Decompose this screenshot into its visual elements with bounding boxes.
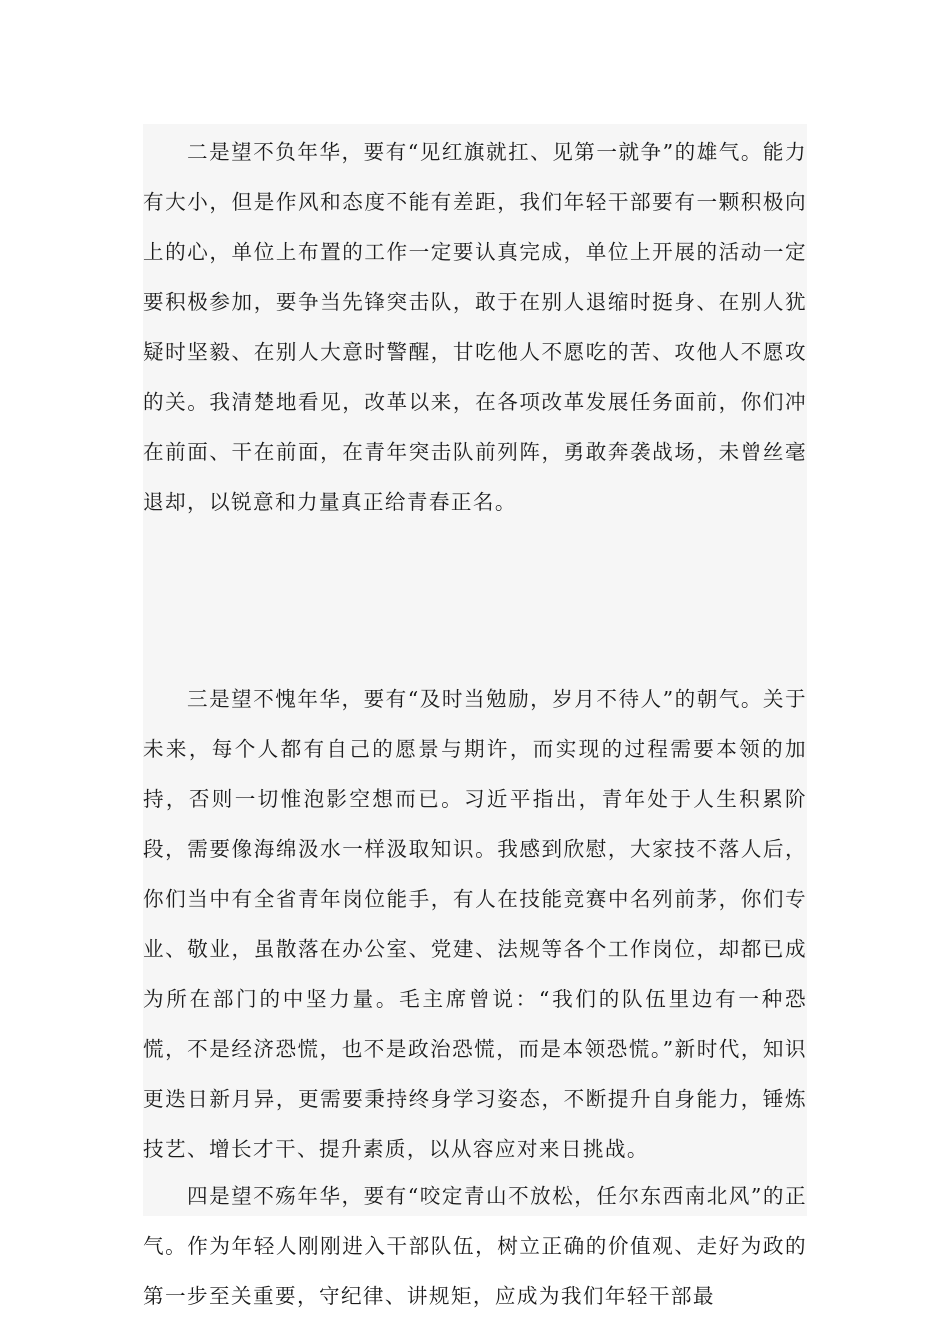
paragraph-4: 四是望不殇年华，要有“咬定青山不放松，任尔东西南北风”的正气。作为年轻人刚刚进入干部队伍，树立正确的价值观、走好为政的第一步至关重要，守纪律、讲规矩，应成为我们年轻干部最: [143, 1184, 807, 1308]
paragraph-2: 二是望不负年华，要有“见红旗就扛、见第一就争”的雄气。能力有大小，但是作风和态度不能有差距，我们年轻干部要有一颗积极向上的心，单位上布置的工作一定要认真完成，单位上开展的活动一定要积极参加，要争当先锋突击队，敢于在别人退缩时挺身、在别人犹疑时坚毅、在别人大意时警醒，甘吃他人不愿吃的苦、攻他人不愿攻的关。我清楚地看见，改革以来，在各项改革发展任务面前，你们冲在前面、干在前面，在青年突击队前列阵，勇敢奔袭战场，未曾丝毫退却，以锐意和力量真正给青春正名。: [143, 140, 807, 514]
document-body: [143, 124, 807, 1308]
paragraph-3: 三是望不愧年华，要有“及时当勉励，岁月不待人”的朝气。关于未来，每个人都有自己的愿景与期许，而实现的过程需要本领的加持，否则一切惟泡影空想而已。习近平指出，青年处于人生积累阶段，需要像海绵汲水一样汲取知识。我感到欣慰，大家技不落人后，你们当中有全省青年岗位能手，有人在技能竞赛中名列前茅，你们专业、敬业，虽散落在办公室、党建、法规等各个工作岗位，却都已成为所在部门的中坚力量。毛主席曾说：“我们的队伍里边有一种恐慌，不是经济恐慌，也不是政治恐慌，而是本领恐慌。”新时代，知识更迭日新月异，更需要秉持终身学习姿态，不断提升自身能力，锤炼技艺、增长才干、提升素质，以从容应对来日挑战。: [143, 687, 807, 1161]
